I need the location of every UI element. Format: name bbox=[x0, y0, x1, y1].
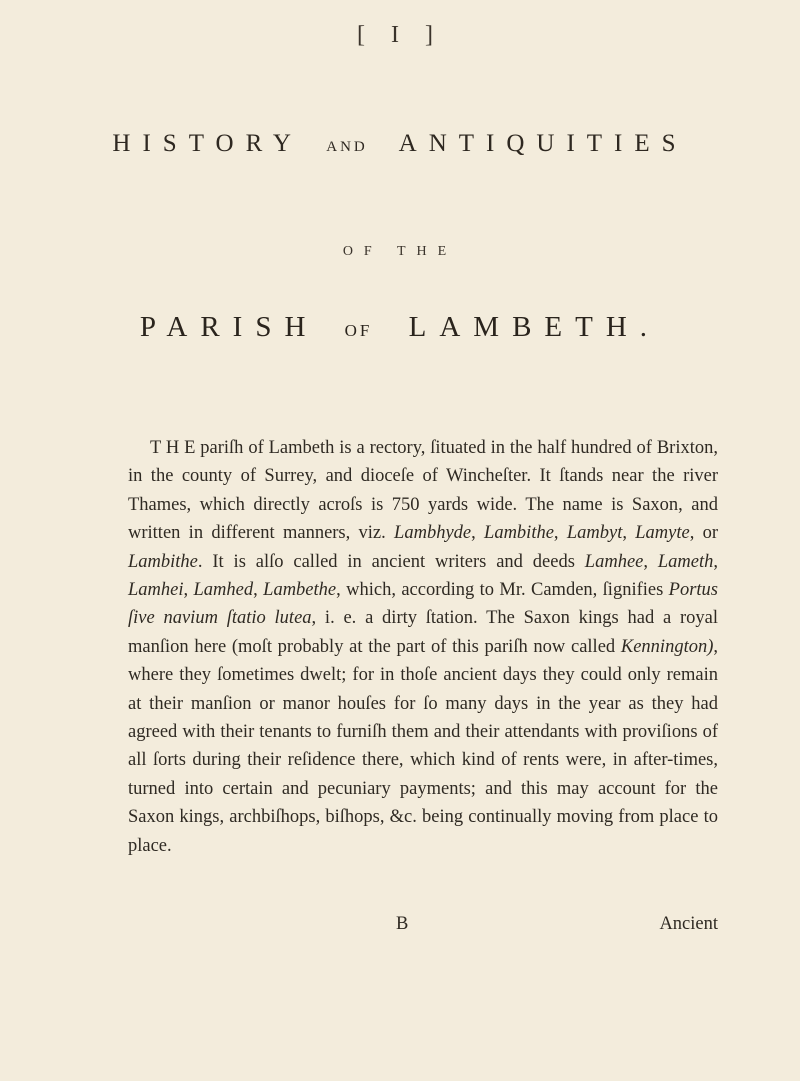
text-run: T H E pariſh of Lambeth is a rectory, ſituated in the half hundred of Brixton, in the county of Surrey, and dioceſe of Wincheſter. It ſtands near the river Thames, which directly acroſs is 750 yards wide. The name is Saxon, and written in different manners, viz. bbox=[128, 438, 718, 544]
name-variant: Lambithe bbox=[484, 523, 554, 544]
text-run: , bbox=[553, 523, 567, 544]
text-run: , which, according to Mr. Camden, ſignifies bbox=[336, 580, 669, 601]
name-variant: Lamhei bbox=[128, 580, 184, 601]
title-antiquities: ANTIQUITIES bbox=[398, 130, 688, 157]
body-text bbox=[128, 434, 718, 860]
name-variant: Lambyt bbox=[566, 523, 623, 544]
text-run: , bbox=[622, 523, 636, 544]
page-number: [ I ] bbox=[357, 22, 443, 48]
catchword: Ancient bbox=[659, 914, 718, 934]
text-run: , or bbox=[689, 523, 719, 544]
title-parish: PARISH bbox=[139, 311, 319, 343]
body-paragraph bbox=[128, 434, 718, 860]
main-title bbox=[0, 130, 800, 158]
latin-phrase: Portus ſive navium ſtatio lutea bbox=[128, 580, 719, 629]
text-run: , bbox=[713, 551, 718, 572]
text-run: , bbox=[183, 580, 194, 601]
title-of: OF bbox=[344, 321, 373, 340]
title-and: AND bbox=[326, 139, 368, 155]
text-run: , bbox=[643, 551, 658, 572]
title-history: HISTORY bbox=[112, 130, 303, 157]
name-variant: Lamhee bbox=[584, 551, 644, 572]
name-variant: Lamyte bbox=[635, 523, 690, 544]
title-of-the: OF THE bbox=[342, 244, 458, 259]
name-variant: Lambhyde bbox=[394, 523, 472, 544]
name-variant: Lameth bbox=[657, 551, 714, 572]
signature-mark: B bbox=[396, 914, 409, 934]
text-run: , bbox=[253, 580, 264, 601]
text-run: . It is alſo called in ancient writers and deeds bbox=[197, 551, 585, 572]
name-variant: Lambithe bbox=[128, 551, 198, 572]
title-lambeth: LAMBETH. bbox=[408, 311, 661, 343]
text-run: , bbox=[471, 523, 485, 544]
name-variant: Lamhed bbox=[193, 580, 254, 601]
text-run: , i. e. a dirty ſtation. The Saxon kings had a royal manſion here (moſt probably at the part of this pariſh now called bbox=[128, 608, 718, 657]
text-run: , where they ſometimes dwelt; for in thoſe ancient days they could only remain at their manſion or manor houſes for ſo many days in the year as they had agreed with their tenants to furniſh them and their attendants with proviſions of all ſorts during their reſidence there, which kind of rents were, in after-times, turned into certain and pecuniary payments; and this may account for the Saxon kings, archbiſhops, biſhops, &c. being continually moving from place to place. bbox=[128, 636, 718, 856]
parish-title bbox=[0, 311, 800, 344]
name-variant: Lambethe bbox=[263, 580, 337, 601]
place-name: Kennington) bbox=[620, 636, 714, 657]
